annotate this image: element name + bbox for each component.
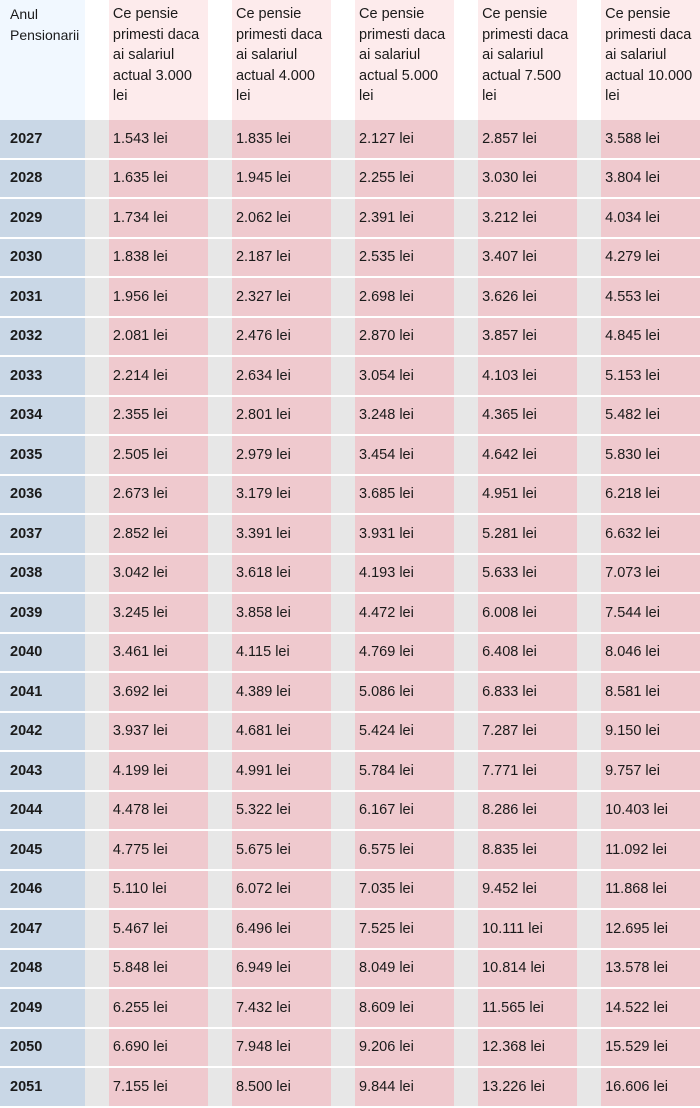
pension-4000-cell: 4.389 lei [232,672,331,712]
pension-4000-cell: 2.634 lei [232,356,331,396]
pension-3000-cell: 2.505 lei [109,435,208,475]
pension-5000-cell: 2.127 lei [355,120,454,159]
year-cell: 2036 [0,475,85,515]
pension-7500-cell: 6.408 lei [478,633,577,673]
pension-4000-cell: 4.115 lei [232,633,331,673]
year-cell: 2048 [0,949,85,989]
pension-5000-cell: 3.931 lei [355,514,454,554]
pension-5000-cell: 5.784 lei [355,751,454,791]
table-row [0,791,700,831]
table-row [0,317,700,357]
pension-3000-cell: 5.848 lei [109,949,208,989]
pension-10000-cell: 6.632 lei [601,514,700,554]
table-row [0,633,700,673]
pension-7500-cell: 4.103 lei [478,356,577,396]
year-cell: 2031 [0,277,85,317]
pension-3000-cell: 2.673 lei [109,475,208,515]
year-cell: 2050 [0,1028,85,1068]
table-row [0,712,700,752]
pension-7500-cell: 3.407 lei [478,238,577,278]
table-row [0,988,700,1028]
pension-7500-cell: 13.226 lei [478,1067,577,1107]
pension-5000-cell: 7.035 lei [355,870,454,910]
year-cell: 2046 [0,870,85,910]
pension-3000-cell: 5.110 lei [109,870,208,910]
table-row [0,1067,700,1107]
year-cell: 2051 [0,1067,85,1107]
pension-4000-cell: 4.991 lei [232,751,331,791]
pension-3000-cell: 7.155 lei [109,1067,208,1107]
pension-4000-cell: 6.496 lei [232,909,331,949]
table-row [0,554,700,594]
pension-3000-cell: 5.467 lei [109,909,208,949]
pension-7500-cell: 6.008 lei [478,593,577,633]
table-row [0,593,700,633]
pension-7500-cell: 7.771 lei [478,751,577,791]
pension-3000-cell: 1.734 lei [109,198,208,238]
pension-10000-cell: 8.046 lei [601,633,700,673]
year-cell: 2042 [0,712,85,752]
pension-10000-cell: 5.482 lei [601,396,700,436]
year-cell: 2047 [0,909,85,949]
pension-3000-cell: 3.042 lei [109,554,208,594]
header-salary-10000: Ce pensie primesti daca ai salariul actual 10.000 lei [601,0,700,120]
table-row [0,830,700,870]
pension-10000-cell: 7.073 lei [601,554,700,594]
table-row [0,120,700,159]
pension-3000-cell: 3.245 lei [109,593,208,633]
pension-5000-cell: 3.054 lei [355,356,454,396]
pension-3000-cell: 4.199 lei [109,751,208,791]
table-row [0,475,700,515]
pension-7500-cell: 5.633 lei [478,554,577,594]
pension-7500-cell: 11.565 lei [478,988,577,1028]
header-year: Anul Pensionarii [0,0,85,120]
pension-3000-cell: 3.937 lei [109,712,208,752]
pension-5000-cell: 9.206 lei [355,1028,454,1068]
pension-7500-cell: 3.212 lei [478,198,577,238]
pension-7500-cell: 3.626 lei [478,277,577,317]
year-cell: 2038 [0,554,85,594]
pension-7500-cell: 3.857 lei [478,317,577,357]
pension-3000-cell: 2.081 lei [109,317,208,357]
pension-3000-cell: 4.775 lei [109,830,208,870]
table-row [0,356,700,396]
pension-7500-cell: 6.833 lei [478,672,577,712]
pension-3000-cell: 1.956 lei [109,277,208,317]
pension-3000-cell: 6.255 lei [109,988,208,1028]
pension-10000-cell: 5.153 lei [601,356,700,396]
pension-7500-cell: 5.281 lei [478,514,577,554]
pension-5000-cell: 7.525 lei [355,909,454,949]
table-row [0,870,700,910]
table-row [0,435,700,475]
pension-4000-cell: 1.835 lei [232,120,331,159]
pension-4000-cell: 4.681 lei [232,712,331,752]
pension-3000-cell: 1.543 lei [109,120,208,159]
pension-5000-cell: 8.049 lei [355,949,454,989]
pension-5000-cell: 2.535 lei [355,238,454,278]
pension-5000-cell: 5.424 lei [355,712,454,752]
table-header-row [0,0,700,120]
pension-10000-cell: 7.544 lei [601,593,700,633]
pension-3000-cell: 6.690 lei [109,1028,208,1068]
year-cell: 2041 [0,672,85,712]
pension-10000-cell: 16.606 lei [601,1067,700,1107]
pension-7500-cell: 10.814 lei [478,949,577,989]
pension-5000-cell: 4.472 lei [355,593,454,633]
table-row [0,1028,700,1068]
pension-4000-cell: 5.322 lei [232,791,331,831]
table-row [0,514,700,554]
year-cell: 2037 [0,514,85,554]
pension-7500-cell: 4.642 lei [478,435,577,475]
pension-5000-cell: 6.575 lei [355,830,454,870]
pension-10000-cell: 12.695 lei [601,909,700,949]
pension-5000-cell: 8.609 lei [355,988,454,1028]
year-cell: 2032 [0,317,85,357]
header-salary-5000: Ce pensie primesti daca ai salariul actual 5.000 lei [355,0,454,120]
pension-3000-cell: 3.692 lei [109,672,208,712]
pension-10000-cell: 9.757 lei [601,751,700,791]
table-row [0,198,700,238]
pension-10000-cell: 11.868 lei [601,870,700,910]
pension-10000-cell: 8.581 lei [601,672,700,712]
pension-4000-cell: 6.072 lei [232,870,331,910]
year-cell: 2039 [0,593,85,633]
pension-5000-cell: 2.870 lei [355,317,454,357]
year-cell: 2040 [0,633,85,673]
pension-3000-cell: 3.461 lei [109,633,208,673]
table-row [0,672,700,712]
pension-7500-cell: 8.835 lei [478,830,577,870]
pension-7500-cell: 9.452 lei [478,870,577,910]
pension-4000-cell: 2.187 lei [232,238,331,278]
pension-4000-cell: 3.391 lei [232,514,331,554]
pension-10000-cell: 9.150 lei [601,712,700,752]
table-row [0,277,700,317]
pension-4000-cell: 2.476 lei [232,317,331,357]
pension-5000-cell: 3.454 lei [355,435,454,475]
year-cell: 2027 [0,120,85,159]
year-cell: 2035 [0,435,85,475]
pension-4000-cell: 8.500 lei [232,1067,331,1107]
year-cell: 2030 [0,238,85,278]
pension-5000-cell: 9.844 lei [355,1067,454,1107]
table-row [0,159,700,199]
pension-5000-cell: 4.193 lei [355,554,454,594]
pension-7500-cell: 4.951 lei [478,475,577,515]
pension-7500-cell: 10.111 lei [478,909,577,949]
pension-5000-cell: 2.391 lei [355,198,454,238]
year-cell: 2034 [0,396,85,436]
pension-4000-cell: 2.801 lei [232,396,331,436]
pension-10000-cell: 5.830 lei [601,435,700,475]
header-salary-4000: Ce pensie primesti daca ai salariul actual 4.000 lei [232,0,331,120]
table-row [0,751,700,791]
pension-5000-cell: 4.769 lei [355,633,454,673]
pension-7500-cell: 8.286 lei [478,791,577,831]
pension-10000-cell: 14.522 lei [601,988,700,1028]
pension-4000-cell: 6.949 lei [232,949,331,989]
pension-3000-cell: 1.635 lei [109,159,208,199]
pension-7500-cell: 7.287 lei [478,712,577,752]
pension-4000-cell: 1.945 lei [232,159,331,199]
year-cell: 2028 [0,159,85,199]
pension-10000-cell: 3.588 lei [601,120,700,159]
pension-10000-cell: 4.845 lei [601,317,700,357]
pension-3000-cell: 4.478 lei [109,791,208,831]
pension-4000-cell: 2.327 lei [232,277,331,317]
pension-3000-cell: 2.355 lei [109,396,208,436]
header-salary-3000: Ce pensie primesti daca ai salariul actual 3.000 lei [109,0,208,120]
pension-10000-cell: 3.804 lei [601,159,700,199]
pension-4000-cell: 2.062 lei [232,198,331,238]
pension-10000-cell: 10.403 lei [601,791,700,831]
table-row [0,396,700,436]
pension-10000-cell: 13.578 lei [601,949,700,989]
pension-7500-cell: 4.365 lei [478,396,577,436]
pension-4000-cell: 5.675 lei [232,830,331,870]
pension-10000-cell: 4.279 lei [601,238,700,278]
table-row [0,909,700,949]
pension-10000-cell: 6.218 lei [601,475,700,515]
pension-3000-cell: 1.838 lei [109,238,208,278]
table-row [0,949,700,989]
pension-10000-cell: 4.553 lei [601,277,700,317]
pension-4000-cell: 3.858 lei [232,593,331,633]
year-cell: 2033 [0,356,85,396]
pension-5000-cell: 2.698 lei [355,277,454,317]
year-cell: 2043 [0,751,85,791]
pension-5000-cell: 5.086 lei [355,672,454,712]
year-cell: 2029 [0,198,85,238]
year-cell: 2049 [0,988,85,1028]
table-row [0,238,700,278]
pension-5000-cell: 6.167 lei [355,791,454,831]
pension-5000-cell: 2.255 lei [355,159,454,199]
pension-3000-cell: 2.852 lei [109,514,208,554]
pension-5000-cell: 3.685 lei [355,475,454,515]
pension-4000-cell: 3.179 lei [232,475,331,515]
year-cell: 2045 [0,830,85,870]
pension-4000-cell: 2.979 lei [232,435,331,475]
pension-7500-cell: 2.857 lei [478,120,577,159]
pension-10000-cell: 15.529 lei [601,1028,700,1068]
pension-4000-cell: 7.432 lei [232,988,331,1028]
header-salary-7500: Ce pensie primesti daca ai salariul actual 7.500 lei [478,0,577,120]
pension-10000-cell: 11.092 lei [601,830,700,870]
pension-4000-cell: 3.618 lei [232,554,331,594]
pension-4000-cell: 7.948 lei [232,1028,331,1068]
pension-7500-cell: 3.030 lei [478,159,577,199]
year-cell: 2044 [0,791,85,831]
pension-5000-cell: 3.248 lei [355,396,454,436]
pension-10000-cell: 4.034 lei [601,198,700,238]
pension-3000-cell: 2.214 lei [109,356,208,396]
pension-7500-cell: 12.368 lei [478,1028,577,1068]
